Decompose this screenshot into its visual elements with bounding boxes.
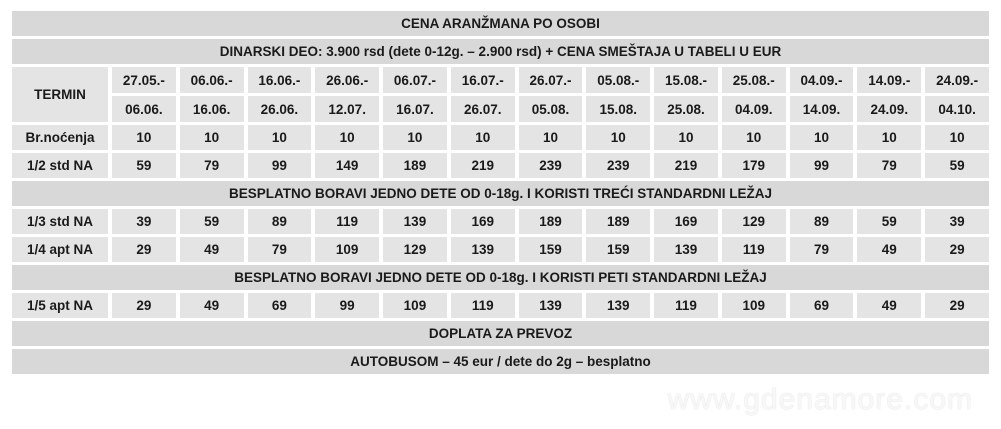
price-cell: 169	[654, 209, 718, 234]
price-cell: 179	[722, 153, 786, 178]
price-cell: 39	[112, 209, 176, 234]
price-cell: 10	[112, 125, 176, 150]
date-from-cell: 05.08.-	[586, 67, 650, 93]
price-cell: 79	[790, 237, 854, 262]
price-cell: 89	[248, 209, 312, 234]
row-label: 1/3 std NA	[12, 209, 108, 234]
price-cell: 129	[722, 209, 786, 234]
transport-text: AUTOBUSOM – 45 eur / dete do 2g – besplatno	[12, 349, 989, 374]
price-cell: 99	[248, 153, 312, 178]
price-cell: 139	[519, 293, 583, 318]
table-row	[12, 153, 989, 178]
price-cell: 79	[248, 237, 312, 262]
price-cell: 239	[586, 153, 650, 178]
date-to-cell: 12.07.	[315, 96, 379, 122]
date-from-cell: 14.09.-	[857, 67, 921, 93]
price-table-container	[8, 8, 993, 377]
date-to-cell: 06.06.	[112, 96, 176, 122]
price-cell: 29	[112, 293, 176, 318]
price-cell: 149	[315, 153, 379, 178]
date-to-cell: 26.07.	[451, 96, 515, 122]
price-cell: 69	[790, 293, 854, 318]
transport-title: DOPLATA ZA PREVOZ	[12, 321, 989, 346]
price-cell: 69	[248, 293, 312, 318]
price-cell: 119	[654, 293, 718, 318]
row-label: 1/4 apt NA	[12, 237, 108, 262]
date-to-cell: 26.06.	[248, 96, 312, 122]
date-from-cell: 26.07.-	[519, 67, 583, 93]
price-cell: 159	[586, 237, 650, 262]
price-cell: 59	[112, 153, 176, 178]
date-from-cell: 15.08.-	[654, 67, 718, 93]
price-cell: 119	[451, 293, 515, 318]
price-cell: 189	[383, 153, 447, 178]
price-cell: 10	[248, 125, 312, 150]
date-from-cell: 26.06.-	[315, 67, 379, 93]
price-cell: 49	[180, 237, 244, 262]
note-third-bed: BESPLATNO BORAVI JEDNO DETE OD 0-18g. I KORISTI TREĆI STANDARDNI LEŽAJ	[12, 181, 989, 206]
price-cell: 10	[857, 125, 921, 150]
price-cell: 49	[180, 293, 244, 318]
date-to-cell: 04.09.	[722, 96, 786, 122]
table-row	[12, 209, 989, 234]
price-cell: 59	[925, 153, 989, 178]
price-cell: 39	[925, 209, 989, 234]
price-cell: 189	[586, 209, 650, 234]
table-row	[12, 125, 989, 150]
price-cell: 49	[857, 237, 921, 262]
price-cell: 79	[180, 153, 244, 178]
date-to-cell: 24.09.	[857, 96, 921, 122]
price-cell: 169	[451, 209, 515, 234]
price-cell: 49	[857, 293, 921, 318]
price-table	[8, 8, 993, 377]
price-cell: 10	[790, 125, 854, 150]
price-cell: 139	[654, 237, 718, 262]
price-cell: 10	[519, 125, 583, 150]
date-from-cell: 27.05.-	[112, 67, 176, 93]
price-cell: 10	[654, 125, 718, 150]
date-to-cell: 04.10.	[925, 96, 989, 122]
price-cell: 239	[519, 153, 583, 178]
date-to-cell: 15.08.	[586, 96, 650, 122]
price-cell: 109	[315, 237, 379, 262]
price-cell: 79	[857, 153, 921, 178]
price-cell: 159	[519, 237, 583, 262]
price-cell: 109	[722, 293, 786, 318]
price-cell: 29	[925, 293, 989, 318]
price-cell: 139	[383, 209, 447, 234]
price-cell: 59	[180, 209, 244, 234]
date-from-cell: 24.09.-	[925, 67, 989, 93]
date-to-cell: 14.09.	[790, 96, 854, 122]
price-cell: 29	[925, 237, 989, 262]
price-cell: 119	[315, 209, 379, 234]
date-from-cell: 25.08.-	[722, 67, 786, 93]
price-cell: 59	[857, 209, 921, 234]
table-subtitle: DINARSKI DEO: 3.900 rsd (dete 0-12g. – 2.900 rsd) + CENA SMEŠTAJA U TABELI U EUR	[12, 39, 989, 64]
price-cell: 99	[315, 293, 379, 318]
price-cell: 10	[925, 125, 989, 150]
date-to-cell: 25.08.	[654, 96, 718, 122]
date-to-cell: 16.06.	[180, 96, 244, 122]
date-from-cell: 16.07.-	[451, 67, 515, 93]
price-cell: 119	[722, 237, 786, 262]
price-cell: 109	[383, 293, 447, 318]
date-to-cell: 05.08.	[519, 96, 583, 122]
price-cell: 10	[383, 125, 447, 150]
row-label: Br.noćenja	[12, 125, 108, 150]
row-label: 1/2 std NA	[12, 153, 108, 178]
table-title: CENA ARANŽMANA PO OSOBI	[12, 11, 989, 36]
note-fifth-bed: BESPLATNO BORAVI JEDNO DETE OD 0-18g. I KORISTI PETI STANDARDNI LEŽAJ	[12, 265, 989, 290]
row-label: 1/5 apt NA	[12, 293, 108, 318]
price-cell: 10	[586, 125, 650, 150]
price-cell: 219	[451, 153, 515, 178]
date-to-cell: 16.07.	[383, 96, 447, 122]
termin-label: TERMIN	[12, 67, 108, 122]
date-from-cell: 16.06.-	[248, 67, 312, 93]
date-from-cell: 06.06.-	[180, 67, 244, 93]
table-row	[12, 237, 989, 262]
price-cell: 89	[790, 209, 854, 234]
watermark-text: www.gdenamore.com	[667, 383, 973, 416]
table-row	[12, 293, 989, 318]
price-cell: 10	[722, 125, 786, 150]
price-cell: 189	[519, 209, 583, 234]
price-cell: 139	[451, 237, 515, 262]
price-cell: 99	[790, 153, 854, 178]
price-cell: 10	[315, 125, 379, 150]
date-from-cell: 04.09.-	[790, 67, 854, 93]
price-cell: 129	[383, 237, 447, 262]
price-cell: 10	[451, 125, 515, 150]
price-cell: 10	[180, 125, 244, 150]
price-cell: 29	[112, 237, 176, 262]
price-cell: 219	[654, 153, 718, 178]
date-from-cell: 06.07.-	[383, 67, 447, 93]
price-cell: 139	[586, 293, 650, 318]
